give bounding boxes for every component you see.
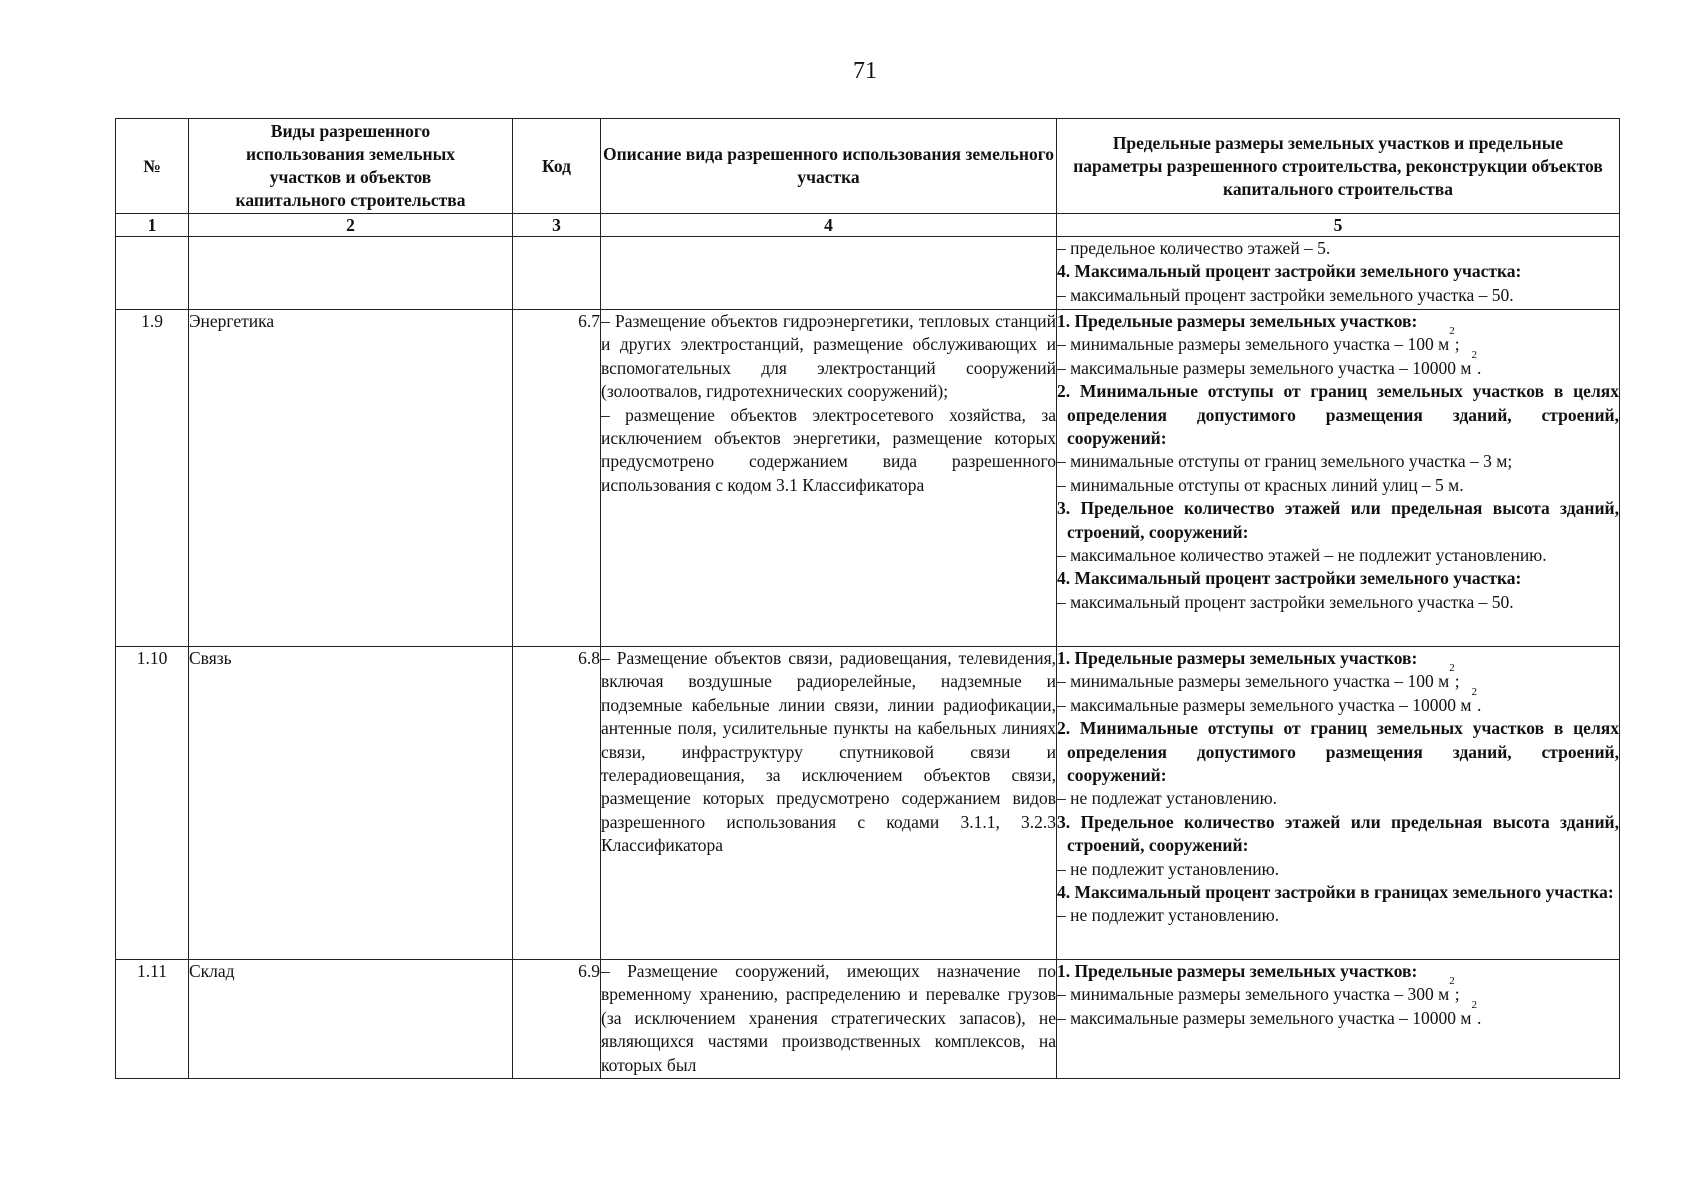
param-line: – минимальные размеры земельного участка – 100 $м^2$; <box>1057 325 1460 355</box>
empty-cell <box>513 237 601 310</box>
continuation-row <box>116 237 1620 310</box>
param-line: – минимальные отступы от красных линий улиц – 5 м. <box>1057 474 1464 495</box>
description-paragraph: – размещение объектов электросетевого хозяйства, за исключением объектов энергетики, размещение которых предусмотрено содержанием вида разрешенного использования с кодом 3.1 Классификатора <box>601 404 1056 495</box>
row-name: Связь <box>189 647 513 960</box>
column-number: 1 <box>116 214 189 237</box>
empty-cell <box>601 237 1057 310</box>
param-line: – минимальные отступы от границ земельного участка – 3 м; <box>1057 451 1513 472</box>
params-cell <box>1057 237 1620 310</box>
header-description: Описание вида разрешенного использования земельного участка <box>601 119 1057 214</box>
header-num: № <box>116 119 189 214</box>
params-cell <box>1057 310 1620 647</box>
params-cell <box>1057 647 1620 960</box>
description-cell <box>601 960 1057 1079</box>
param-line: – не подлежит установлению. <box>1057 858 1280 879</box>
param-heading: 2. Минимальные отступы от границ земельных участков в целях определения допустимого размещения зданий, строений, сооружений: <box>1057 718 1619 786</box>
header-limits: Предельные размеры земельных участков и предельные параметры разрешенного строительства, реконструкции объектов капитального строительства <box>1057 119 1620 214</box>
param-heading: 1. Предельные размеры земельных участков: <box>1057 961 1418 981</box>
param-line: – не подлежит установлению. <box>1057 905 1280 926</box>
param-line: – максимальное количество этажей – не подлежит установлению. <box>1057 545 1547 566</box>
column-number: 4 <box>601 214 1057 237</box>
param-line: – максимальный процент застройки земельного участка – 50. <box>1057 284 1514 305</box>
header-code: Код <box>513 119 601 214</box>
row-name: Энергетика <box>189 310 513 647</box>
land-use-table <box>115 118 1620 1079</box>
param-heading: 3. Предельное количество этажей или предельная высота зданий, строений, сооружений: <box>1057 498 1619 542</box>
column-number: 2 <box>189 214 513 237</box>
description-cell <box>601 647 1057 960</box>
column-number: 5 <box>1057 214 1620 237</box>
param-heading: 4. Максимальный процент застройки в границах земельного участка: <box>1057 882 1614 903</box>
table-row <box>116 960 1620 1079</box>
param-heading: 1. Предельные размеры земельных участков: <box>1057 311 1418 331</box>
param-heading: 4. Максимальный процент застройки земельного участка: <box>1057 261 1522 282</box>
param-heading: 1. Предельные размеры земельных участков: <box>1057 648 1418 668</box>
param-line: – максимальные размеры земельного участка – 10000 $м^2$. <box>1057 348 1482 378</box>
column-number-row <box>116 214 1620 237</box>
row-name: Склад <box>189 960 513 1079</box>
row-number: 1.11 <box>116 960 189 1079</box>
header-row <box>116 119 1620 214</box>
description-paragraph: – Размещение объектов гидроэнергетики, тепловых станций и других электростанций, размещение обслуживающих и вспомогательных для электростанций сооружений (золоотвалов, гидротехнических сооружений); <box>601 311 1056 402</box>
param-line: – предельное количество этажей – 5. <box>1057 238 1331 258</box>
row-code: 6.7 <box>513 310 601 647</box>
header-type: Виды разрешенного использования земельных участков и объектов капитального строительства <box>189 119 513 214</box>
page-number: 71 <box>853 58 877 84</box>
row-code: 6.9 <box>513 960 601 1079</box>
params-cell <box>1057 960 1620 1079</box>
row-number: 1.9 <box>116 310 189 647</box>
param-line: – максимальные размеры земельного участка – 10000 $м^2$. <box>1057 685 1482 715</box>
table-row <box>116 310 1620 647</box>
param-heading: 2. Минимальные отступы от границ земельных участков в целях определения допустимого размещения зданий, строений, сооружений: <box>1057 381 1619 449</box>
description-paragraph: – Размещение объектов связи, радиовещания, телевидения, включая воздушные радиорелейные, надземные и подземные кабельные линии связи, линии радиофикации, антенные поля, усилительные пункты на кабельных линиях связи, инфраструктуру спутниковой связи и телерадиовещания, за исключением объектов связи, размещение которых предусмотрено содержанием видов разрешенного использования с кодами 3.1.1, 3.2.3 Классификатора <box>601 648 1056 856</box>
row-code: 6.8 <box>513 647 601 960</box>
param-line: – максимальный процент застройки земельного участка – 50. <box>1057 591 1514 612</box>
empty-cell <box>189 237 513 310</box>
description-paragraph: – Размещение сооружений, имеющих назначение по временному хранению, распределению и перевалке грузов (за исключением хранения стратегических запасов), не являющихся частями производственных комплексов, на которых был <box>601 961 1056 1075</box>
param-line: – минимальные размеры земельного участка – 100 $м^2$; <box>1057 662 1460 692</box>
param-heading: 4. Максимальный процент застройки земельного участка: <box>1057 568 1522 589</box>
description-cell <box>601 310 1057 647</box>
param-line: – максимальные размеры земельного участка – 10000 $м^2$. <box>1057 998 1482 1028</box>
param-line: – минимальные размеры земельного участка – 300 $м^2$; <box>1057 975 1460 1005</box>
column-number: 3 <box>513 214 601 237</box>
empty-cell <box>116 237 189 310</box>
param-heading: 3. Предельное количество этажей или предельная высота зданий, строений, сооружений: <box>1057 811 1619 856</box>
param-line: – не подлежат установлению. <box>1057 788 1278 809</box>
table-row <box>116 647 1620 960</box>
row-number: 1.10 <box>116 647 189 960</box>
